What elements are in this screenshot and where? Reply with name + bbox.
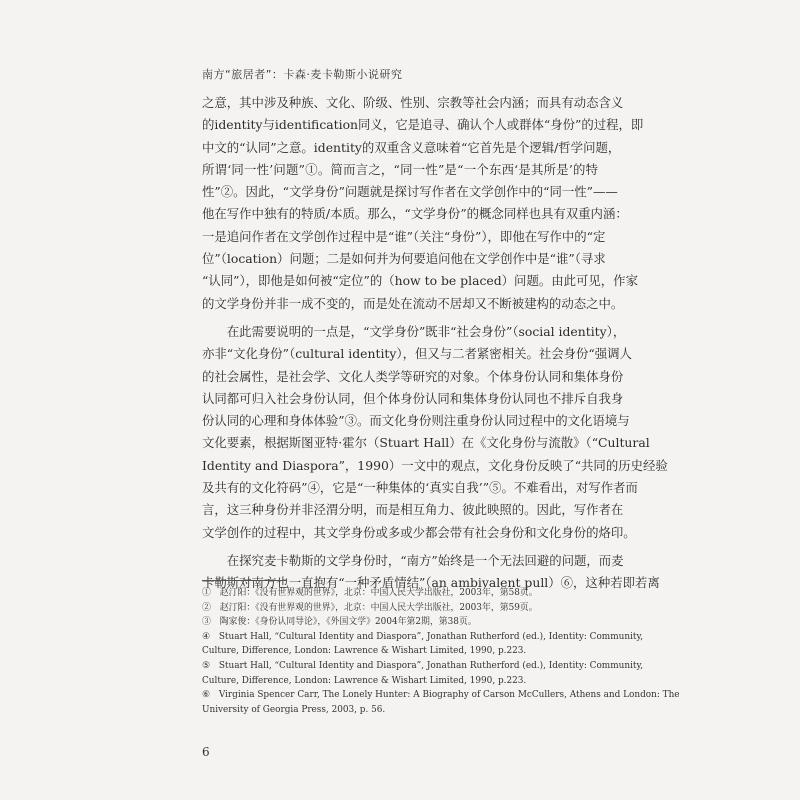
text-line: 中文的“认同”之意。identity的双重含义意味着“它首先是个逻辑/哲学问题， bbox=[202, 139, 621, 155]
paragraph bbox=[202, 92, 644, 315]
text-line: 卡勒斯对南方也一直抱有“一种矛盾情结”（an ambivalent pull）⑥，这种若即若离 bbox=[202, 575, 660, 591]
text-line: 的identity与identification同义，它是追寻、确认个人或群体“身份”的过程，即 bbox=[202, 117, 644, 133]
footnote: ① 赵汀阳：《没有世界观的世界》，北京：中国人民大学出版社，2003年，第58页。 bbox=[202, 588, 538, 598]
text-line: 在此需要说明的一点是，“文学身份”既非“社会身份”（social identity）， bbox=[202, 323, 626, 339]
page-number: 6 bbox=[202, 745, 210, 759]
footnote-continuation: University of Georgia Press, 2003, p. 56. bbox=[202, 704, 386, 715]
text-line: 的社会属性，是社会学、文化人类学等研究的对象。个体身份认同和集体身份 bbox=[202, 368, 624, 384]
text-line: 及共有的文化符码”④，它是“一种集体的‘真实自我’”⑤。不难看出，对写作者而 bbox=[202, 480, 638, 496]
footnote: ② 赵汀阳：《没有世界观的世界》，北京：中国人民大学出版社，2003年，第59页。 bbox=[202, 602, 538, 613]
footnote: ⑤ Stuart Hall, “Cultural Identity and Diaspora”, Jonathan Rutherford (ed.), Identity: Community, bbox=[202, 660, 644, 671]
text-line: 文化要素，根据斯图亚特·霍尔（Stuart Hall）在《文化身份与流散》（“Cultural bbox=[202, 435, 650, 451]
running-head: 南方“旅居者”：卡森·麦卡勒斯小说研究 bbox=[202, 68, 403, 81]
text-line: 认同都可归入社会身份认同，但个体身份认同和集体身份认同也不排斥自我身 bbox=[202, 390, 624, 406]
text-line: 在探究麦卡勒斯的文学身份时，“南方”始终是一个无法回避的问题，而麦 bbox=[202, 552, 624, 568]
text-line: 性”②。因此，“文学身份”问题就是探讨写作者在文学创作中的“同一性”—— bbox=[202, 184, 618, 200]
footnote-continuation: Culture, Difference, London: Lawrence & Wishart Limited, 1990, p.223. bbox=[202, 675, 527, 686]
text-line: 位”（location）问题；二是如何并为何要追问他在文学创作中是“谁”（寻求 bbox=[202, 251, 606, 267]
text-line: 的文学身份并非一成不变的，而是处在流动不居却又不断被建构的动态之中。 bbox=[202, 295, 624, 311]
footnote-separator bbox=[202, 580, 286, 581]
text-line: “认同”），即他是如何被“定位”的（how to be placed）问题。由此可见，作家 bbox=[202, 273, 638, 289]
text-line: 亦非“文化身份”（cultural identity），但又与二者紧密相关。社会身份“强调人 bbox=[202, 346, 632, 362]
text-line: 之意，其中涉及种族、文化、阶级、性别、宗教等社会内涵；而具有动态含义 bbox=[202, 95, 624, 110]
text-line: 份认同的心理和身体体验”③。而文化身份则注重身份认同过程中的文化语境与 bbox=[202, 413, 630, 429]
text-line: 言，这三种身份并非泾渭分明，而是相互角力、彼此映照的。因此，写作者在 bbox=[202, 502, 624, 518]
footnote: ③ 陶家俊：《身份认同导论》，《外国文学》2004年第2期，第38页。 bbox=[202, 617, 477, 628]
footnote: ⑥ Virginia Spencer Carr, The Lonely Hunter: A Biography of Carson McCullers, Athens and London: The bbox=[202, 690, 680, 701]
footnotes bbox=[202, 586, 680, 717]
paragraph bbox=[202, 321, 668, 544]
text-line: 文学创作的过程中，其文学身份或多或少都会带有社会身份和文化身份的烙印。 bbox=[202, 524, 636, 540]
text-line: Identity and Diaspora”，1990）一文中的观点，文化身份反映了“共同的历史经验 bbox=[202, 457, 668, 473]
body-text bbox=[202, 92, 668, 601]
footnote: ④ Stuart Hall, “Cultural Identity and Diaspora”, Jonathan Rutherford (ed.), Identity: Community, bbox=[202, 631, 644, 642]
footnote-continuation: Culture, Difference, London: Lawrence & Wishart Limited, 1990, p.223. bbox=[202, 646, 527, 657]
text-line: 一是追问作者在文学创作过程中是“谁”（关注“身份”），即他在写作中的“定 bbox=[202, 228, 606, 244]
text-line: 他在写作中独有的特质/本质。那么，“文学身份”的概念同样也具有双重内涵： bbox=[202, 206, 628, 222]
text-line: 所谓‘同一性’问题”①。简而言之，“同一性”是“一个东西‘是其所是’的特 bbox=[202, 161, 598, 177]
